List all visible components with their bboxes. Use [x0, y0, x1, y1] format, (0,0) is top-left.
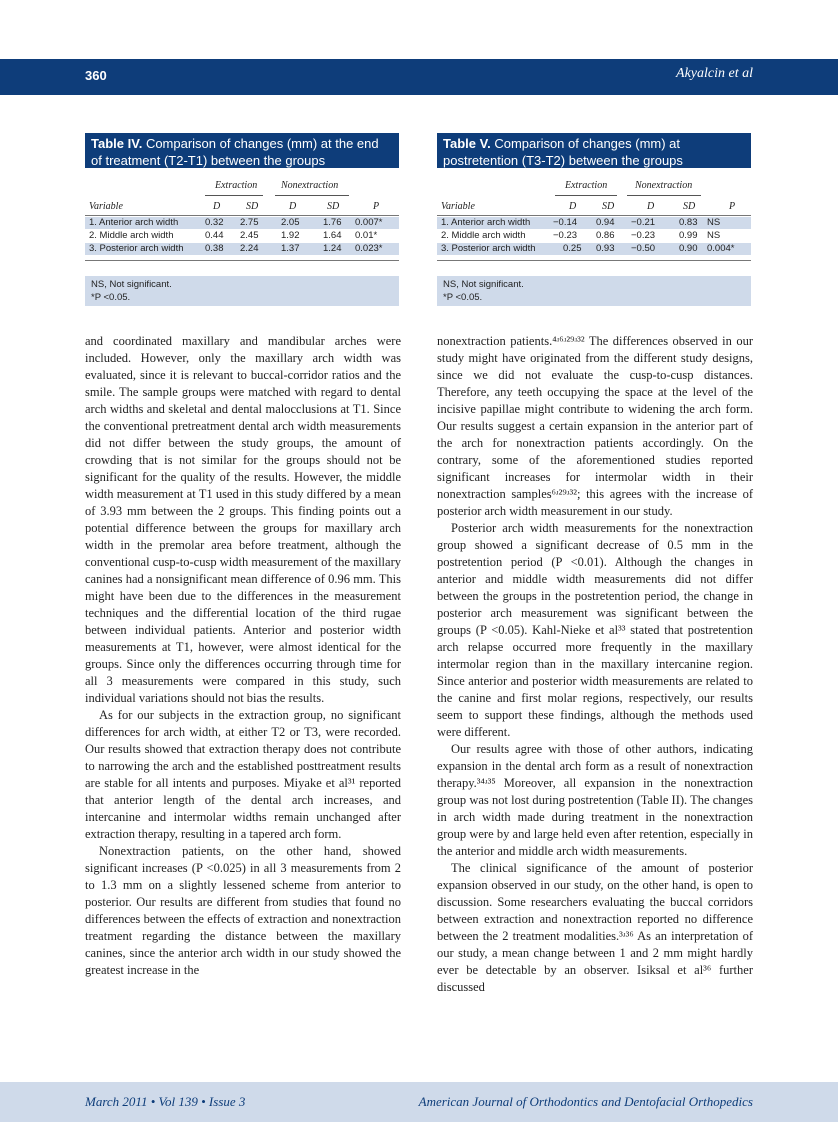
table-v-header-d1: D [569, 201, 577, 212]
table-iv-group-nonextraction: Nonextraction [281, 180, 339, 191]
table-iv-caption: Comparison of changes (mm) at the end of treatment (T2-T1) between the groups [91, 136, 379, 168]
table-iv-group-extraction: Extraction [215, 180, 258, 191]
table-v-header-variable: Variable [441, 201, 475, 212]
table-cell: NS [707, 230, 721, 241]
table-cell: 1. Anterior arch width [89, 217, 179, 228]
table-iv-label: Table IV. [91, 136, 143, 151]
table-cell: 1.64 [323, 230, 342, 241]
table-v-header-sd2: SD [683, 201, 696, 212]
table-cell: 0.94 [596, 217, 615, 228]
table-v-bottom-rule [437, 260, 751, 261]
table-cell: 0.99 [679, 230, 698, 241]
paragraph: and coordinated maxillary and mandibular arches were included. However, only the maxillary arch width was evaluated, since it is relevant to buccal-corridor ratios and the smile. The sample groups were matched with regard to dental arch widths and skeletal and dental malocclusions at T1. Since the conventional pretreatment dental arch width measurements did not differ between the study groups, the amount of crowding that is not similar for the groups should not be significant for the quality of the results. However, the middle width measurement at T1 used in this study differed by a mean of 3.93 mm between the 2 groups. This finding points out a potential difference between the groups for maxillary arch width in the premolar area before treatment, although the conventional cusp-to-cusp width measurement of the maxillary canines had a nonsignificant mean difference of 0.96 mm. This might have been due to the differences in the measurement techniques and the differential location of the third rugae between individual patients. Anterior and posterior width measurements at T1, however, were almost identical for the groups. Since only the differences occurring through time for all 3 measurements were compared in this study, such individual variations should not bias the results. [85, 334, 401, 705]
table-cell: −0.14 [553, 217, 578, 228]
table-iv-footnote-p: *P <0.05. [91, 292, 131, 303]
table-row [85, 243, 399, 255]
table-cell: 0.25 [563, 243, 582, 254]
paragraph: As for our subjects in the extraction group, no significant differences for arch width, at either T2 or T3, were recorded. Our results showed that extraction therapy does not contribute to narrowing the arch and the established posttreatment results are stable for all intents and purposes. Miyake et al³¹ reported that anterior length of the dental arch increases, and intercanine and intermolar widths remain unchanged after extraction therapy, resulting in a tapered arch form. [85, 708, 401, 841]
footer-journal: American Journal of Orthodontics and Dentofacial Orthopedics [418, 1094, 753, 1109]
table-row [85, 217, 399, 229]
paragraph: Our results agree with those of other authors, indicating expansion in the dental arch form as a result of nonextraction therapy.³⁴ʴ³⁵ Moreover, all expansion in the nonextraction group was not lost during postretention (Table II). The changes in arch width made during treatment in the nonextraction group were by and large held even after retention, especially in the anterior and middle arch width measurements. [437, 742, 753, 858]
table-iv-group-rule-2 [275, 195, 349, 196]
table-cell: 2. Middle arch width [89, 230, 174, 241]
table-iv-footnotes [85, 276, 399, 306]
table-v-group-rule-2 [627, 195, 701, 196]
table-cell: 2.45 [240, 230, 259, 241]
table-v-grid [437, 168, 751, 276]
table-iv-header-variable: Variable [89, 201, 123, 212]
table-iv-grid [85, 168, 399, 276]
table-cell: 0.93 [596, 243, 615, 254]
table-cell: 1.24 [323, 243, 342, 254]
table-v-caption: Comparison of changes (mm) at postretention (T3-T2) between the groups [443, 136, 683, 168]
table-iv-header-p: P [373, 201, 380, 212]
table-v-title [437, 133, 751, 168]
table-v-group-extraction: Extraction [565, 180, 608, 191]
table-cell: 2.75 [240, 217, 259, 228]
table-iv-header-row [85, 201, 399, 213]
table-cell: 0.90 [679, 243, 698, 254]
table-v-footnote-p: *P <0.05. [443, 292, 483, 303]
table-row [437, 217, 751, 229]
table-iv [85, 133, 399, 306]
table-cell: 3. Posterior arch width [89, 243, 184, 254]
table-cell: −0.23 [631, 230, 656, 241]
table-cell: 0.023* [355, 243, 383, 254]
table-cell: 1. Anterior arch width [441, 217, 531, 228]
running-title: Akyalcin et al [676, 66, 753, 81]
table-cell: 2. Middle arch width [441, 230, 526, 241]
table-cell: 0.38 [205, 243, 224, 254]
table-cell: 0.01* [355, 230, 378, 241]
table-cell: 0.007* [355, 217, 383, 228]
table-iv-header-sd1: SD [246, 201, 259, 212]
page-number: 360 [85, 68, 107, 83]
table-cell: −0.23 [553, 230, 578, 241]
table-iv-bottom-rule [85, 260, 399, 261]
table-iv-header-d2: D [289, 201, 297, 212]
table-cell: 1.92 [281, 230, 300, 241]
paragraph: Nonextraction patients, on the other hand, showed significant increases (P <0.025) in all 3 measurements from 2 to 1.3 mm on a slightly lessened scheme from anterior to posterior. Our results are different from studies that found no differences between the effects of extraction and nonextraction treatment regarding the distance between the maxillary canines, since the anterior arch width in our study showed the greatest increase in the [85, 844, 401, 977]
table-cell: −0.50 [631, 243, 656, 254]
table-iv-title [85, 133, 399, 168]
table-cell: 0.004* [707, 243, 735, 254]
table-cell: 0.44 [205, 230, 224, 241]
table-v-group-rule-1 [555, 195, 617, 196]
table-cell: 1.37 [281, 243, 300, 254]
table-v-header-row [437, 201, 751, 213]
table-v-rule [437, 215, 751, 216]
table-v-label: Table V. [443, 136, 491, 151]
table-iv-footnote-ns: NS, Not significant. [91, 279, 172, 290]
table-cell: 0.32 [205, 217, 224, 228]
table-cell: 0.83 [679, 217, 698, 228]
table-row [85, 230, 399, 242]
paragraph: nonextraction patients.⁴ʴ⁶ʴ²⁹ʴ³² The differences observed in our study might have originated from the different study designs, since we did not evaluate the cusp-to-cusp distances. Therefore, any teeth occupying the space at the level of the incisive papillae might contribute to widening the arch form. Our results suggest a certain expansion in the anterior part of the arch for nonextraction patients accordingly. On the contrary, some of the aforementioned studies reported significant increases for intermolar width in their nonextraction samples⁶ʴ²⁹ʴ³²; this agrees with the increase of posterior arch width measurement in our study. [437, 334, 753, 518]
footer-issue: March 2011 • Vol 139 • Issue 3 [85, 1094, 246, 1109]
table-v-header-p: P [729, 201, 736, 212]
table-row [437, 230, 751, 242]
table-v-footnote-ns: NS, Not significant. [443, 279, 524, 290]
paragraph: The clinical significance of the amount of posterior expansion observed in our study, on the other hand, is open to discussion. Some researchers evaluating the buccal corridors between extraction and nonextraction reported no difference between the 2 treatment modalities.³ʴ³⁶ As an interpretation of our study, a mean change between 1 and 2 mm might hardly ever be detectable by an observer. Isiksal et al³⁶ further discussed [437, 861, 753, 994]
table-v-header-d2: D [647, 201, 655, 212]
table-iv-rule [85, 215, 399, 216]
table-cell: NS [707, 217, 721, 228]
table-cell: 1.76 [323, 217, 342, 228]
table-v-header-sd1: SD [602, 201, 615, 212]
table-iv-group-rule-1 [205, 195, 263, 196]
table-iv-header-d1: D [213, 201, 221, 212]
table-cell: 0.86 [596, 230, 615, 241]
table-v [437, 133, 751, 306]
right-column [437, 333, 753, 996]
table-row [437, 243, 751, 255]
paragraph: Posterior arch width measurements for the nonextraction group showed a significant decrease of 0.5 mm in the postretention period (P <0.01). Although the changes in anterior and middle width measurements did not differ between the groups in the postretention period, the change in posterior arch measurement was significant between the groups (P <0.05). Kahl-Nieke et al³³ stated that postretention arch relapse occurred more frequently in the maxillary intermolar region than in the maxillary intercanine region. Since anterior and posterior width measurements are related to the canine and first molar regions, respectively, our results seem to support these findings, although the methods used were different. [437, 521, 753, 739]
table-v-footnotes [437, 276, 751, 306]
table-iv-header-sd2: SD [327, 201, 340, 212]
table-cell: −0.21 [631, 217, 656, 228]
left-column [85, 333, 401, 979]
table-cell: 3. Posterior arch width [441, 243, 536, 254]
table-cell: 2.05 [281, 217, 300, 228]
table-v-group-nonextraction: Nonextraction [635, 180, 693, 191]
table-cell: 2.24 [240, 243, 259, 254]
